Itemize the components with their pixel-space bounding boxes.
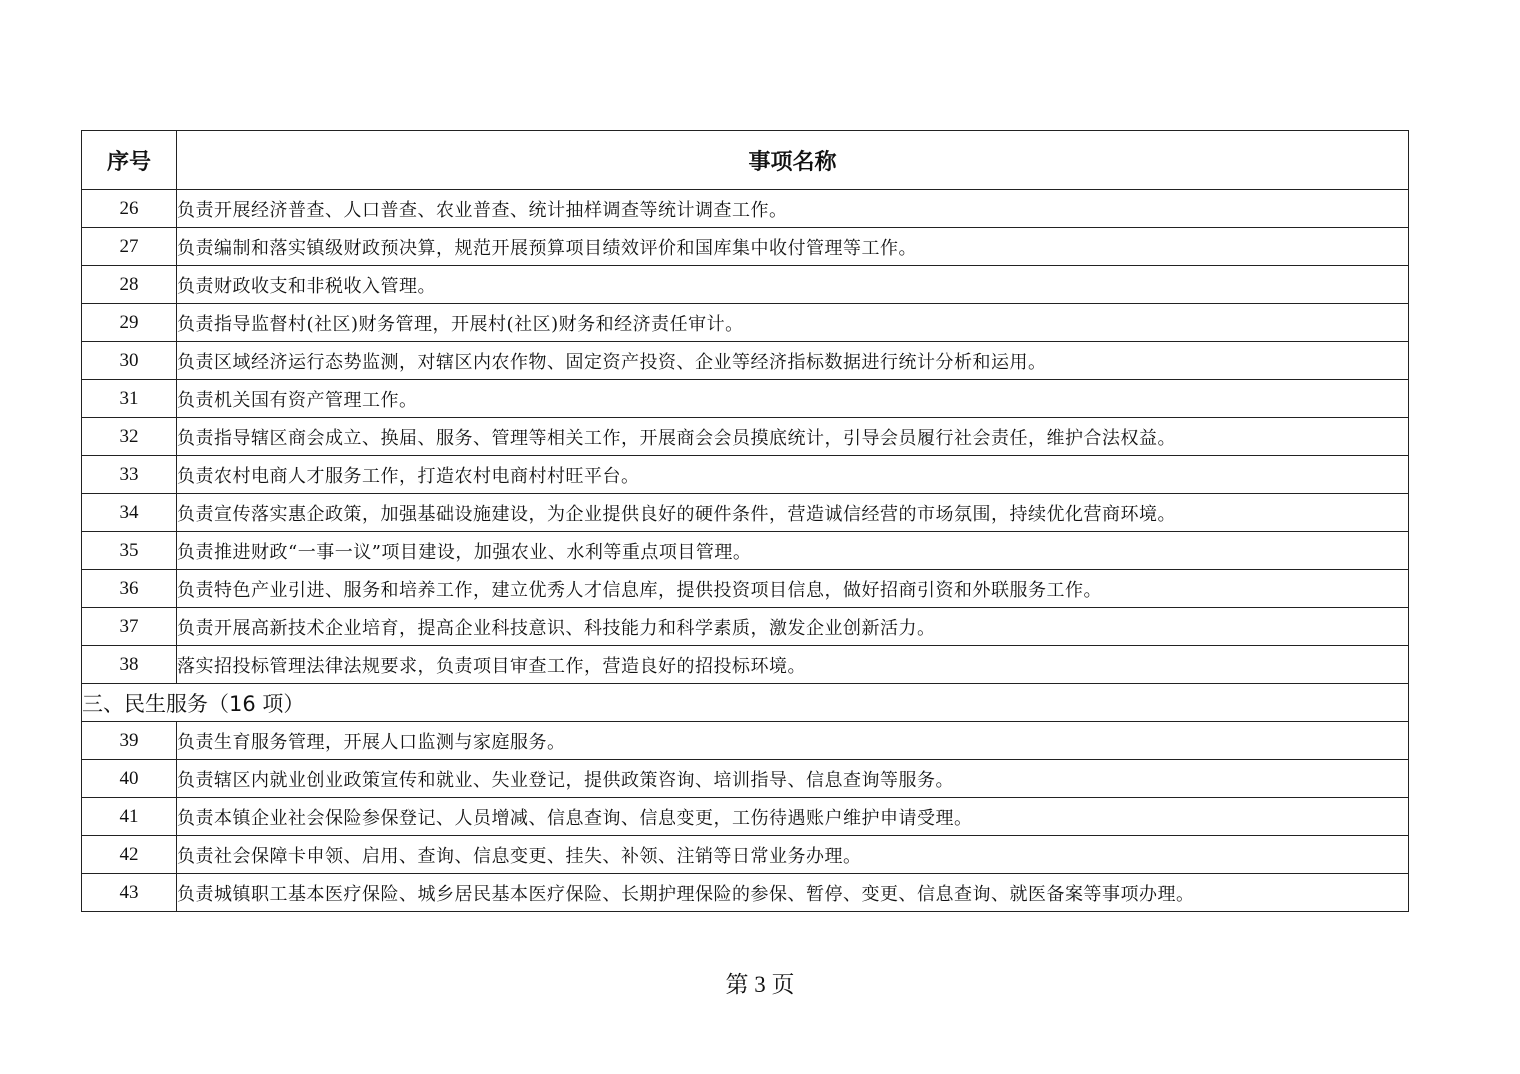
table-row [82, 190, 1409, 228]
table-row [82, 494, 1409, 532]
table-row [82, 798, 1409, 836]
item-name: 负责特色产业引进、服务和培养工作，建立优秀人才信息库，提供投资项目信息，做好招商引资和外联服务工作。 [177, 570, 1409, 608]
item-name: 负责生育服务管理，开展人口监测与家庭服务。 [177, 722, 1409, 760]
row-number: 35 [82, 532, 177, 570]
item-name: 负责指导监督村(社区)财务管理，开展村(社区)财务和经济责任审计。 [177, 304, 1409, 342]
table-row [82, 608, 1409, 646]
table-row [82, 874, 1409, 912]
row-number: 28 [82, 266, 177, 304]
section-row [82, 684, 1409, 722]
row-number: 42 [82, 836, 177, 874]
column-header-name: 事项名称 [177, 131, 1409, 190]
item-name: 负责开展经济普查、人口普查、农业普查、统计抽样调查等统计调查工作。 [177, 190, 1409, 228]
row-number: 30 [82, 342, 177, 380]
table-row [82, 266, 1409, 304]
table-row [82, 228, 1409, 266]
table-row [82, 418, 1409, 456]
table-row [82, 570, 1409, 608]
table-row [82, 722, 1409, 760]
item-name: 负责社会保障卡申领、启用、查询、信息变更、挂失、补领、注销等日常业务办理。 [177, 836, 1409, 874]
item-name: 负责机关国有资产管理工作。 [177, 380, 1409, 418]
item-name: 负责城镇职工基本医疗保险、城乡居民基本医疗保险、长期护理保险的参保、暂停、变更、信息查询、就医备案等事项办理。 [177, 874, 1409, 912]
table-row [82, 836, 1409, 874]
item-name: 负责宣传落实惠企政策，加强基础设施建设，为企业提供良好的硬件条件，营造诚信经营的市场氛围，持续优化营商环境。 [177, 494, 1409, 532]
row-number: 40 [82, 760, 177, 798]
item-name: 负责编制和落实镇级财政预决算，规范开展预算项目绩效评价和国库集中收付管理等工作。 [177, 228, 1409, 266]
row-number: 26 [82, 190, 177, 228]
item-name: 负责农村电商人才服务工作，打造农村电商村村旺平台。 [177, 456, 1409, 494]
column-header-no: 序号 [82, 131, 177, 190]
row-number: 29 [82, 304, 177, 342]
table-row [82, 342, 1409, 380]
table-header-row [82, 131, 1409, 190]
table-row [82, 456, 1409, 494]
row-number: 41 [82, 798, 177, 836]
row-number: 34 [82, 494, 177, 532]
row-number: 37 [82, 608, 177, 646]
table-row [82, 532, 1409, 570]
row-number: 39 [82, 722, 177, 760]
table-row [82, 380, 1409, 418]
item-name: 负责辖区内就业创业政策宣传和就业、失业登记，提供政策咨询、培训指导、信息查询等服务。 [177, 760, 1409, 798]
item-name: 负责开展高新技术企业培育，提高企业科技意识、科技能力和科学素质，激发企业创新活力。 [177, 608, 1409, 646]
table-row [82, 304, 1409, 342]
row-number: 32 [82, 418, 177, 456]
item-name: 负责区域经济运行态势监测，对辖区内农作物、固定资产投资、企业等经济指标数据进行统计分析和运用。 [177, 342, 1409, 380]
item-name: 落实招投标管理法律法规要求，负责项目审查工作，营造良好的招投标环境。 [177, 646, 1409, 684]
item-name: 负责指导辖区商会成立、换届、服务、管理等相关工作，开展商会会员摸底统计，引导会员履行社会责任，维护合法权益。 [177, 418, 1409, 456]
item-name: 负责推进财政“一事一议”项目建设，加强农业、水利等重点项目管理。 [177, 532, 1409, 570]
table-row [82, 646, 1409, 684]
item-name: 负责财政收支和非税收入管理。 [177, 266, 1409, 304]
row-number: 27 [82, 228, 177, 266]
row-number: 36 [82, 570, 177, 608]
page-number: 第 3 页 [725, 972, 795, 997]
row-number: 43 [82, 874, 177, 912]
section-title: 三、民生服务（16 项） [82, 684, 1409, 722]
item-name: 负责本镇企业社会保险参保登记、人员增减、信息查询、信息变更，工伤待遇账户维护申请受理。 [177, 798, 1409, 836]
items-table [81, 130, 1409, 912]
table-row [82, 760, 1409, 798]
row-number: 33 [82, 456, 177, 494]
row-number: 38 [82, 646, 177, 684]
row-number: 31 [82, 380, 177, 418]
table-body [82, 190, 1409, 912]
